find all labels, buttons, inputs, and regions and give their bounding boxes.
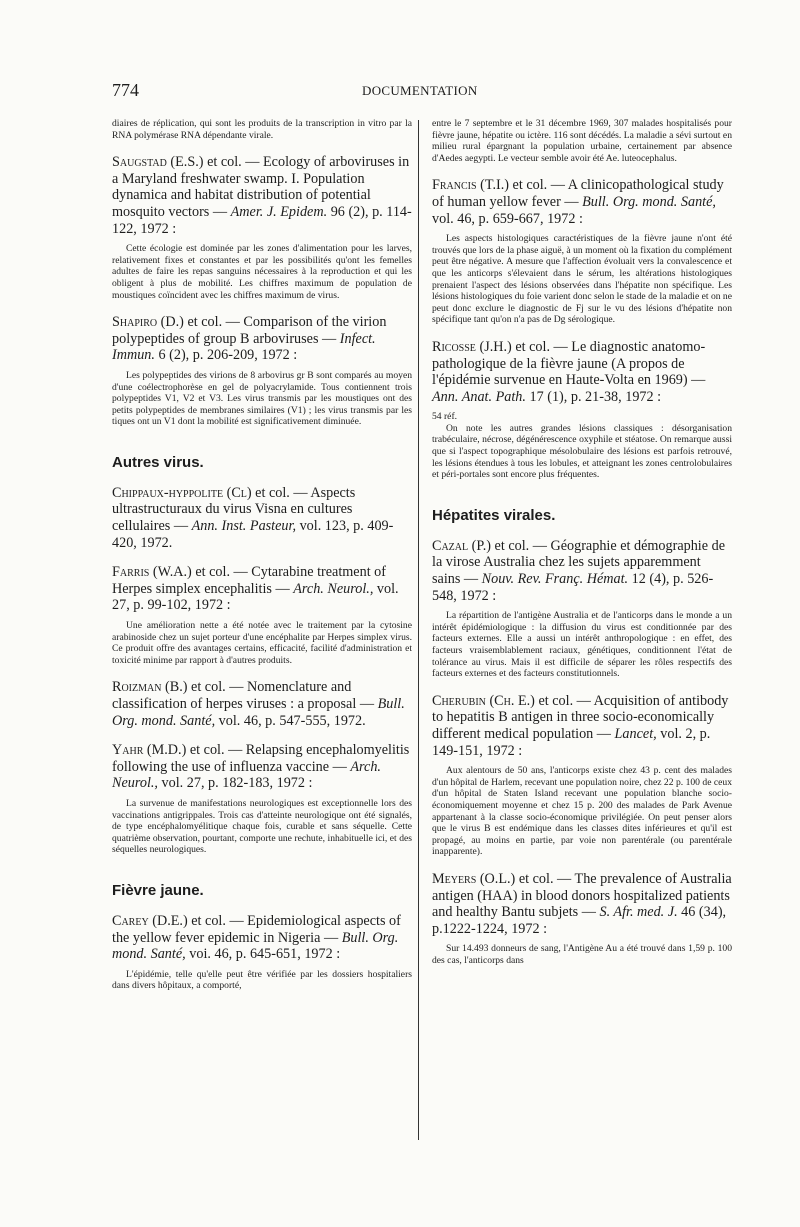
author-name: Ricosse (J.H.)	[432, 338, 512, 355]
page-number: 774	[112, 80, 139, 100]
citation-title: et col. — Le diagnostic anatomo-pathologique de la fièvre jaune (A propos de l'épidémie survenue en Haute-Volta en 1969) —	[432, 338, 706, 389]
entry-group	[432, 177, 732, 480]
bibliography-entry	[112, 679, 412, 729]
citation-reference: 12 (4), p. 526-548, 1972 :	[432, 571, 714, 604]
citation-reference: vol. 27, p. 99-102, 1972 :	[112, 580, 399, 614]
abstract-text: Une amélioration nette a été notée avec le traitement par la cytosine arabinoside chez un sujet porteur d'une encéphalite par Herpes simplex virus. Ce produit offre des avantages certains, efficacité, facilité d'administration et toxicité minime par rapport à d'autres produits.	[112, 620, 412, 666]
bibliography-entry	[432, 177, 732, 326]
reference-count: 54 réf.	[432, 411, 458, 423]
author-name: Roizman (B.)	[112, 679, 188, 696]
author-name: Chippaux-hyppolite (Cl)	[112, 484, 252, 501]
journal-name: Arch. Neurol.,	[112, 758, 381, 792]
journal-name: Arch. Neurol.,	[293, 580, 374, 597]
bibliography-entry	[112, 154, 412, 301]
bibliography-entry	[432, 339, 732, 481]
citation-reference: 96 (2), p. 114-122, 1972 :	[112, 203, 412, 237]
citation	[112, 485, 412, 551]
citation	[112, 154, 412, 237]
citation-title: et col. — Ecology of arboviruses in a Maryland freshwater swamp. I. Population dynamica and habitat distribution of potential mosquito vectors —	[112, 154, 410, 220]
citation-title: et col. — Cytarabine treatment of Herpes simplex encephalitis —	[112, 564, 387, 597]
author-name: Carey (D.E.)	[112, 912, 188, 929]
journal-name: Bull. Org. mond. Santé,	[582, 193, 716, 210]
citation-reference: 17 (1), p. 21-38, 1972 :	[525, 388, 662, 405]
journal-name: S. Afr. med. J.	[599, 904, 678, 921]
abstract-text: Les polypeptides des virions de 8 arbovirus gr B sont comparés au moyen d'une coélectrophorèse en gel de polyacrylamide. Tous contiennent trois polypeptides V1, V2 et V3. Les virus transmis par les moustiques ont des petits polypeptides de membranes similaires (V1) ; les virus transmis par les tiques ont un V1 dont la mobilité est significativement diminuée.	[112, 369, 412, 428]
journal-name: Infect. Immun.	[112, 330, 376, 364]
citation	[432, 538, 732, 604]
right-column	[432, 118, 732, 979]
author-name: Saugstad (E.S.)	[112, 154, 204, 171]
author-name: Meyers (O.L.)	[432, 870, 516, 887]
section-heading-autres-virus: Autres virus.	[112, 453, 204, 471]
running-head: DOCUMENTATION	[362, 83, 478, 98]
abstract-text: L'épidémie, telle qu'elle peut être vérifiée par les dossiers hospitaliers dans divers hôpitaux, a comporté,	[112, 968, 412, 992]
bibliography-entry	[432, 693, 732, 858]
citation	[432, 871, 732, 937]
bibliography-entry	[432, 871, 732, 967]
abstract-text: Sur 14.493 donneurs de sang, l'Antigène Au a été trouvé dans 1,59 p. 100 des cas, l'anticorps dans	[432, 943, 732, 966]
citation-title: et col. — Géographie et démographie de la virose Australia chez les sujets apparemment sains —	[432, 537, 725, 588]
left-column	[112, 118, 412, 1005]
journal-name: Amer. J. Epidem.	[230, 203, 328, 220]
citation	[432, 177, 732, 227]
abstract-text: Aux alentours de 50 ans, l'anticorps existe chez 43 p. cent des malades d'un hôpital de Harlem, recevant une population noire, chez 22 p. 100 de ceux d'un hôpital de Staten Island recevant une population blanche socio-économiquement moyenne et chez 15 p. 200 des malades de Park Avenue appartenant à la classe socio-économique privilégiée. On peut penser alors que le virus B est endémique dans les classes dites inférieures et qu'il est propagé, au moins en partie, par voie non parentérale (ou parentérale inapparente).	[432, 765, 732, 858]
journal-name: Lancet,	[614, 725, 657, 742]
author-name: Farris (W.A.)	[112, 564, 192, 581]
citation-reference: 46 (34), p.1222-1224, 1972 :	[432, 904, 727, 937]
abstract-text: On note les autres grandes lésions classiques : désorganisation trabéculaire, nécrose, dégénérescence oxyphile et stéatose. On remarque aussi que si l'aspect topographique mésolobulaire des lésions est parfois retrouvé, les lésions étendues à tous les lobules, et atteignant les zones centrolobulaires et péri-portales sont encore plus fréquentes.	[432, 422, 732, 481]
entry-group	[112, 913, 412, 992]
citation-title: et col. — Comparison of the virion polypeptides of group B arboviruses —	[112, 314, 387, 347]
author-name: Cherubin (Ch. E.)	[432, 692, 535, 709]
citation-title: et col. — Aspects ultrastructuraux du virus Visna en cultures cellulaires —	[112, 484, 356, 535]
entry-group	[112, 485, 412, 856]
abstract-text: Les aspects histologiques caractéristiques de la fièvre jaune n'ont été trouvés que lors de la phase aiguë, à un moment où la fixation du complément peut être négative. A mesure que l'affection évoluait vers la convalescence et que les anticorps s'élevaient dans le sérum, les altérations histologiques prenaient l'aspect des lésions observées dans l'hépatite non spécifique. Les lésions histologiques du foie varient donc selon le stade de la maladie et on ne peut donc exclure le diagnostic de Fj sur le vu des lésions d'hépatite non spécifique tant qu'on n'a pas de Dg sérologique.	[432, 233, 732, 326]
citation	[112, 679, 412, 729]
citation-title: et col. — Epidemiological aspects of the yellow fever epidemic in Nigeria —	[112, 912, 401, 946]
author-name: Yahr (M.D.)	[112, 742, 187, 759]
citation-reference: vol. 123, p. 409-420, 1972.	[112, 518, 394, 551]
citation-reference: voi. 46, p. 645-651, 1972 :	[185, 946, 341, 963]
citation-reference: vol. 2, p. 149-151, 1972 :	[432, 725, 711, 759]
continuation-text: entre le 7 septembre et le 31 décembre 1969, 307 malades hospitalisés pour fièvre jaune, hépatite ou ictère. 116 sont décédés. La maladie a sévi surtout en milieu rural épargnant la population urbaine, certainement par absence d'Aedes aegypti. Le vecteur semble avoir été Ae. luteocephalus.	[432, 118, 732, 164]
journal-name: Bull. Org. mond. Santé,	[112, 929, 399, 963]
bibliography-entry	[432, 538, 732, 680]
column-divider	[418, 120, 419, 1140]
journal-name: Nouv. Rev. Franç. Hémat.	[481, 571, 629, 588]
author-name: Shapiro (D.)	[112, 314, 184, 331]
author-name: Francis (T.I.)	[432, 177, 509, 194]
abstract-text: Cette écologie est dominée par les zones d'alimentation pour les larves, relativement fixes et constantes et par les possibilités qu'ont les femelles adultes de faire les repas sanguins nécessaires à la reproduction et qui les obligent à plus de mobilité. Les chiffres maximum de population de moustiques coïncident avec les chiffres maximum de virus.	[112, 243, 412, 301]
citation	[112, 913, 412, 963]
citation	[432, 339, 732, 405]
citation-reference: vol. 46, p. 659-667, 1972 :	[432, 210, 583, 227]
abstract-text: La survenue de manifestations neurologiques est exceptionnelle lors des vaccinations antigrippales. Trois cas d'atteinte neurologique ont été signalés, de type encéphalomyélitique chaque fois, curable et sans séquelle. Cette quatrième observation, pourtant, comporte une rechute, inhabituelle ici, et des séquelles neurologiques.	[112, 797, 412, 856]
page-header	[112, 80, 732, 100]
continuation-text: diaires de réplication, qui sont les produits de la transcription in vitro par la RNA polymérase RNA dépendante virale.	[112, 118, 412, 141]
entry-group	[112, 154, 412, 428]
entry-group	[432, 538, 732, 967]
bibliography-entry	[112, 913, 412, 992]
bibliography-entry	[112, 485, 412, 551]
citation-reference: 6 (2), p. 206-209, 1972 :	[154, 347, 298, 364]
citation	[112, 564, 412, 614]
citation	[112, 742, 412, 792]
citation	[112, 314, 412, 364]
citation-title: et col. — Acquisition of antibody to hepatitis B antigen in three socio-economically different medical population —	[432, 692, 729, 742]
citation-reference: vol. 27, p. 182-183, 1972 :	[157, 775, 313, 792]
bibliography-entry	[112, 314, 412, 428]
bibliography-entry	[112, 742, 412, 856]
citation-title: et col. — The prevalence of Australia antigen (HAA) in blood donors hospitalized patients and healthy Bantu subjets —	[432, 870, 732, 921]
journal-name: Ann. Anat. Path.	[432, 388, 526, 405]
section-heading-fievre-jaune: Fièvre jaune.	[112, 881, 204, 899]
citation-title: et col. — Nomenclature and classification of herpes viruses : a proposal —	[112, 679, 378, 712]
citation-title: et col. — Relapsing encephalomyelitis following the use of influenza vaccine —	[112, 742, 410, 775]
author-name: Cazal (P.)	[432, 537, 491, 554]
section-heading-hepatites-virales: Hépatites virales.	[432, 506, 556, 524]
citation-title: et col. — A clinicopathological study of human yellow fever —	[432, 177, 724, 210]
bibliography-entry	[112, 564, 412, 666]
journal-name: Bull. Org. mond. Santé,	[112, 696, 405, 729]
journal-name: Ann. Inst. Pasteur,	[191, 518, 297, 535]
abstract-text: La répartition de l'antigène Australia et de l'anticorps dans le monde a un intérêt épidémiologique : la diffusion du virus est conditionnée par des facteurs externes. Elle a aussi un intérêt anthropologique : en effet, des facteurs vraisemblablement raciaux, génétiques, conditionnent l'état de tolérance au virus. Mais il est difficile de séparer les rôles respectifs des facteurs externes et des facteurs constitutionnels.	[432, 610, 732, 680]
citation	[432, 693, 732, 759]
citation-reference: vol. 46, p. 547-555, 1972.	[215, 712, 366, 729]
